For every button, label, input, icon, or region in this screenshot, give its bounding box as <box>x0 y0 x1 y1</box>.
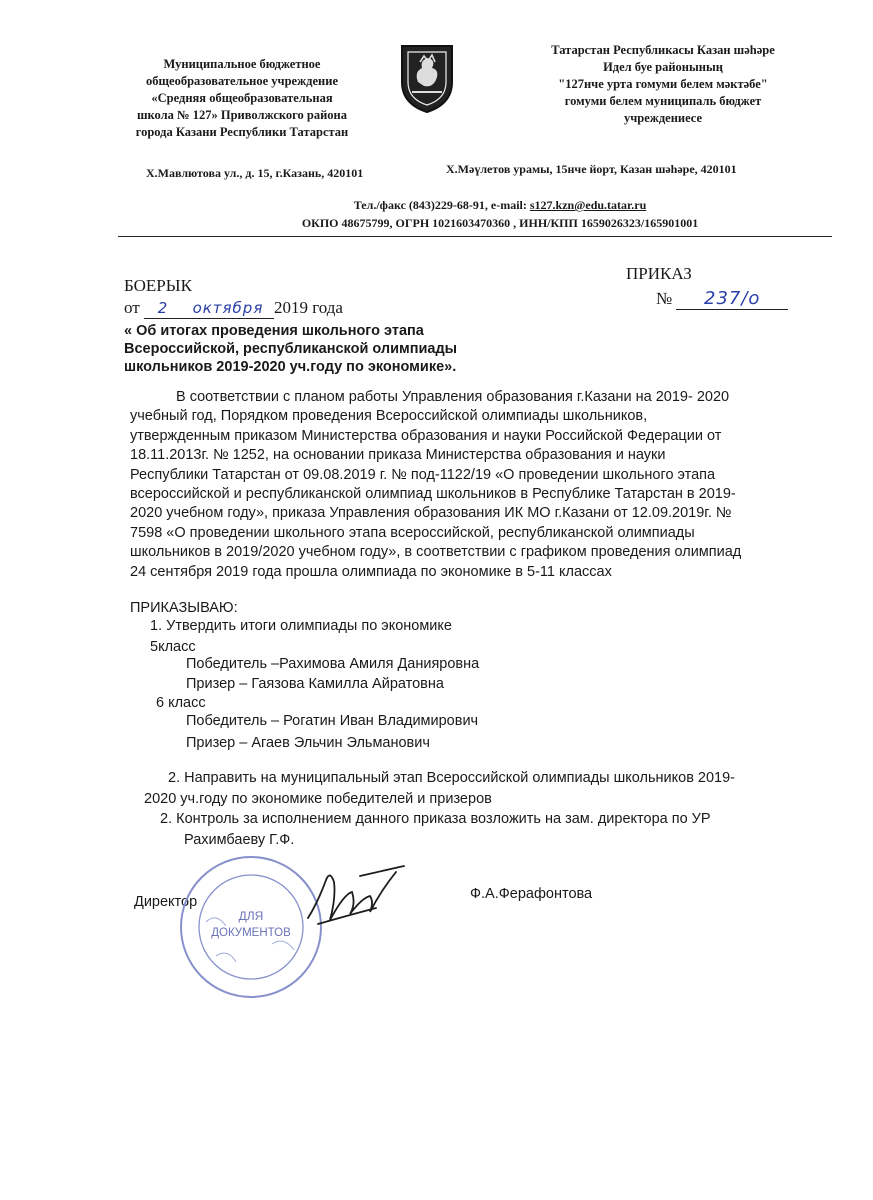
handwritten-signature <box>300 862 410 932</box>
address-tt: Х.Мәүлетов урамы, 15нче йорт, Казан шәһәре, 420101 <box>446 162 737 176</box>
order-word: ПРИКАЗЫВАЮ: <box>130 600 238 616</box>
header-school-name-ru: Муниципальное бюджетное общеобразовательное учреждение «Средняя общеобразовательная школа № 127» Приволжского района города Казани Республики Татарстан <box>135 57 349 139</box>
contact-block <box>180 196 820 232</box>
signature-name: Ф.А.Ферафонтова <box>470 886 593 902</box>
order-number-handwritten: 237/о <box>704 288 761 309</box>
date-month-handwritten: октября <box>192 299 264 317</box>
coat-of-arms-icon <box>398 42 456 114</box>
order-label-ru: ПРИКАЗ <box>626 264 692 283</box>
registry-line: ОКПО 48675799, ОГРН 1021603470360 , ИНН/КПП 1659026323/165901001 <box>301 216 699 230</box>
order-number: № 237/о <box>656 288 788 310</box>
signature-role: Директор <box>134 894 198 910</box>
email-link[interactable]: s127.kzn@edu.tatar.ru <box>529 198 647 212</box>
order-title: « Об итогах проведения школьного этапа Всероссийской, республиканской олимпиады школьников 2019-2020 уч.году по экономике». <box>124 323 458 375</box>
phone-email-line: Тел./факс (843)229-68-91, e-mail: s127.kzn@edu.tatar.ru <box>353 198 647 212</box>
header-school-name-tt: Татарстан Республикасы Казан шәһәре Идел буе районының "127нче урта гомуми белем мәктәбе" гомуми белем муниципаль бюджет учреждениесе <box>551 43 775 125</box>
order-label-tt: БОЕРЫК <box>124 276 192 295</box>
class-6-winner: Победитель – Рогатин Иван Владимирович <box>186 713 479 729</box>
list-item-3-line2: Рахимбаеву Г.Ф. <box>184 832 295 848</box>
list-item-3-line1: 2. Контроль за исполнением данного приказа возложить на зам. директора по УР <box>160 811 711 827</box>
date-day-handwritten: 2 <box>157 299 169 317</box>
order-date: от 2 октября 2019 года <box>124 298 343 317</box>
stamp-text-line1: ДЛЯ <box>238 909 264 923</box>
list-item-1: 1. Утвердить итоги олимпиады по экономике <box>150 618 452 634</box>
class-6-heading: 6 класс <box>156 695 206 711</box>
body-paragraph: В соответствии с планом работы Управления образования г.Казани на 2019- 2020 учебный год, Порядком проведения Всероссийской олимпиады школьников, утвержденным приказом Министерства образования и науки Российской Федерации от 18.11.2013г. № 1252, на основании приказа Министерства образования и науки Республики Татарстан от 09.08.2019 г. № под-1122/19 «О проведении школьного этапа всероссийской и республиканской олимпиад школьников в Республике Татарстан в 2019- 2020 учебном году», приказа Управления образования ИК МО г.Казани от 12.09.2019г. № 7598 «О проведении школьного этапа всероссийской, республиканской олимпиады школьников в 2019/2020 учебном году», в соответствии с графиком проведения олимпиад 24 сентября 2019 года прошла олимпиада по экономике в 5-11 классах <box>130 389 742 580</box>
list-item-2-line2: 2020 уч.году по экономике победителей и призеров <box>144 791 492 807</box>
address-ru: Х.Мавлютова ул., д. 15, г.Казань, 420101 <box>146 166 364 180</box>
class-6-prize: Призер – Агаев Эльчин Эльманович <box>186 735 430 751</box>
header-divider <box>118 236 832 237</box>
class-5-winner: Победитель –Рахимова Амиля Данияровна <box>186 656 480 672</box>
stamp-text-line2: ДОКУМЕНТОВ <box>211 927 291 939</box>
class-5-heading: 5класс <box>150 639 196 655</box>
class-5-prize: Призер – Гаязова Камилла Айратовна <box>186 676 444 692</box>
list-item-2-line1: 2. Направить на муниципальный этап Всероссийской олимпиады школьников 2019- <box>168 770 736 786</box>
